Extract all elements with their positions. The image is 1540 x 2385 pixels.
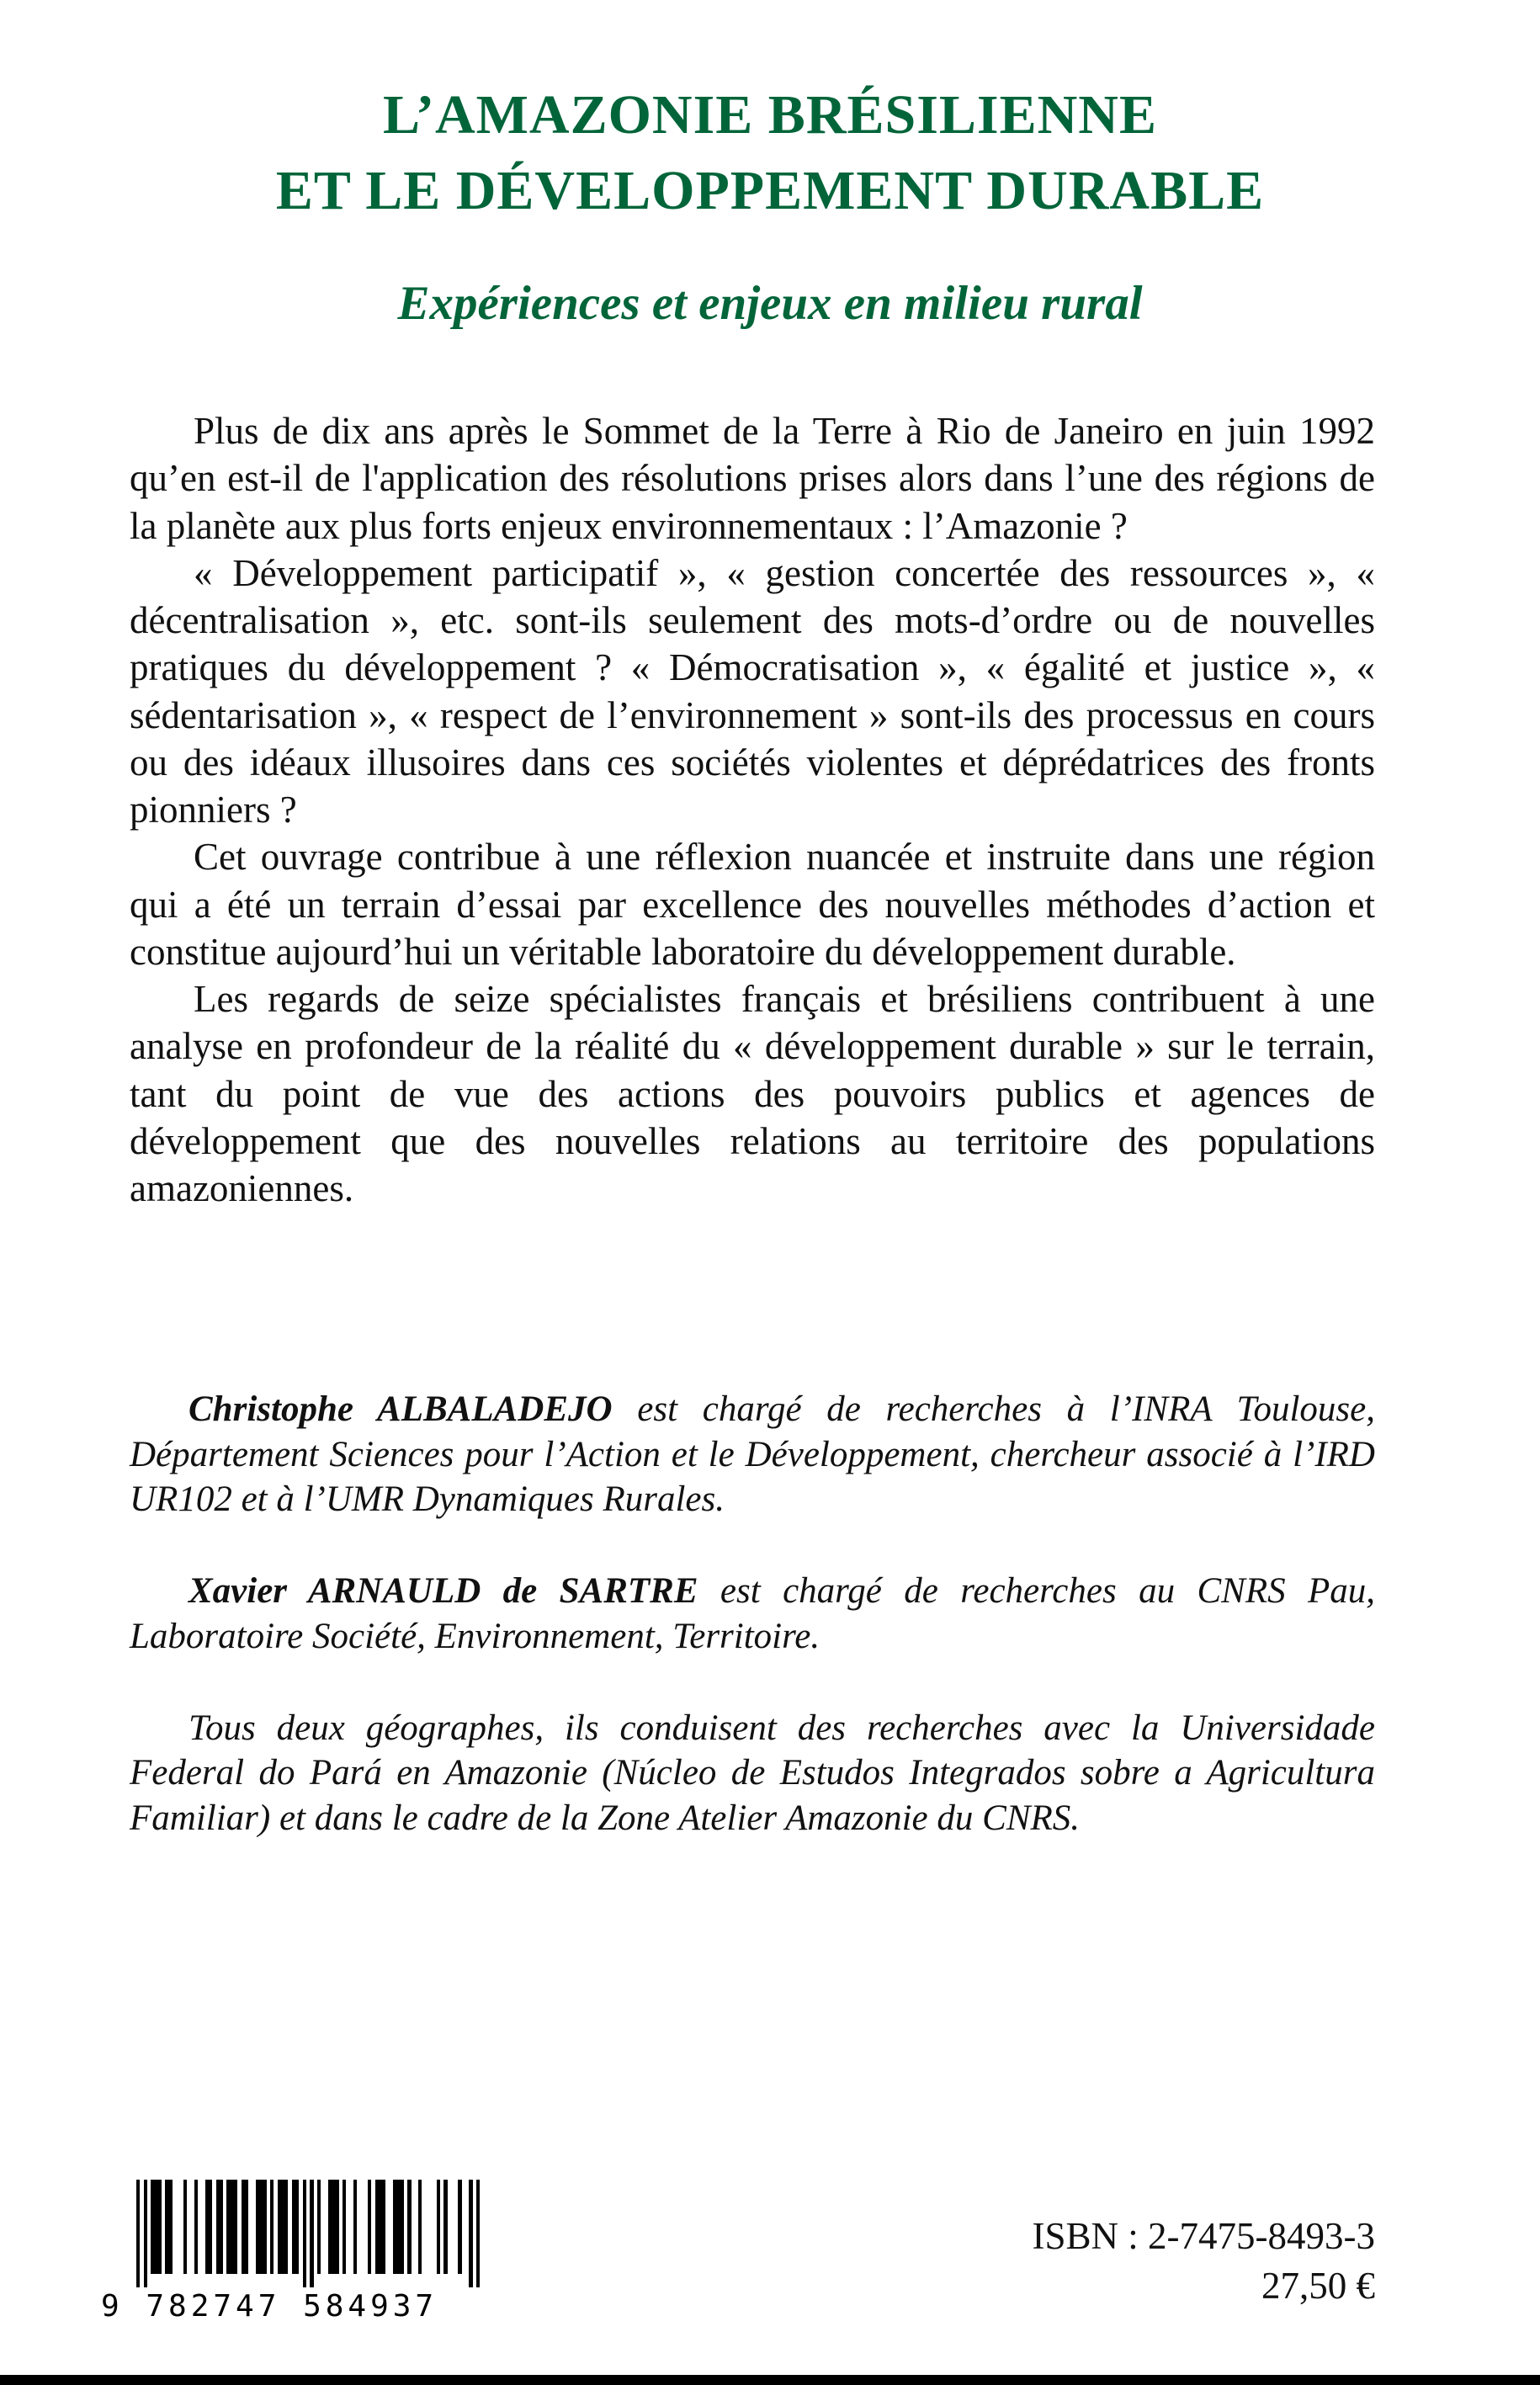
book-title	[0, 77, 1540, 229]
author-bio-text-2: est chargé de recherches au CNRS Pau, Laboratoire Société, Environnement, Territoire.	[130, 1571, 1375, 1656]
barcode-module	[476, 2180, 480, 2287]
synopsis	[130, 407, 1375, 1212]
barcode-bars	[136, 2180, 480, 2289]
author-bio-1	[130, 1387, 1375, 1522]
price-text: 27,50 €	[1261, 2265, 1375, 2308]
barcode	[101, 2180, 480, 2324]
author-bios	[130, 1387, 1375, 1841]
isbn-block	[1033, 2212, 1375, 2312]
synopsis-paragraph-3: Cet ouvrage contribue à une réflexion nuancée et instruite dans une région qui a été un terrain d’essai par excellence des nouvelles méthodes d’action et constitue aujourd’hui un véritable laboratoire du développement durable.	[130, 836, 1375, 973]
book-title-line-2: ET LE DÉVELOPPEMENT DURABLE	[275, 159, 1265, 221]
synopsis-paragraph-2: « Développement participatif », « gestion concertée des ressources », « décentralisation », etc. sont-ils seulement des mots-d’ordre ou de nouvelles pratiques du développement ? « Démocratisation », « égalité et justice », « sédentarisation », « respect de l’environnement » sont-ils des processus en cours ou des idéaux illusoires dans ces sociétés violentes et déprédatrices des fronts pionniers ?	[130, 551, 1375, 831]
synopsis-paragraph-4: Les regards de seize spécialistes français et brésiliens contribuent à une analyse en profondeur de la réalité du « développement durable » sur le terrain, tant du point de vue des actions des pouvoirs publics et agences de développement que des nouvelles relations au territoire des populations amazoniennes.	[130, 978, 1375, 1210]
author-bio-text-1: est chargé de recherches à l’INRA Toulouse, Département Sciences pour l’Action et le Développement, chercheur associé à l’IRD UR102 et à l’UMR Dynamiques Rurales.	[130, 1389, 1375, 1520]
author-name-1: Christophe ALBALADEJO	[189, 1389, 613, 1430]
synopsis-paragraph-1: Plus de dix ans après le Sommet de la Terre à Rio de Janeiro en juin 1992 qu’en est-il de l'application des résolutions prises alors dans l’une des régions de la planète aux plus forts enjeux environnementaux : l’Amazonie ?	[130, 410, 1375, 547]
page-bottom-edge-line	[0, 2375, 1540, 2385]
book-title-line-1: L’AMAZONIE BRÉSILIENNE	[383, 84, 1157, 146]
isbn-text: ISBN : 2-7475-8493-3	[1032, 2215, 1375, 2257]
book-subtitle: Expériences et enjeux en milieu rural	[397, 276, 1143, 330]
barcode-digits: 9 782747 584937	[101, 2289, 438, 2324]
author-name-2: Xavier ARNAULD de SARTRE	[189, 1571, 698, 1612]
joint-bio: Tous deux géographes, ils conduisent des recherches avec la Universidade Federal do Pará en Amazonie (Núcleo de Estudos Integrados sobre a Agricultura Familiar) et dans le cadre de la Zone Atelier Amazonie du CNRS.	[130, 1708, 1375, 1838]
book-header	[0, 0, 1540, 330]
author-bio-2	[130, 1569, 1375, 1659]
